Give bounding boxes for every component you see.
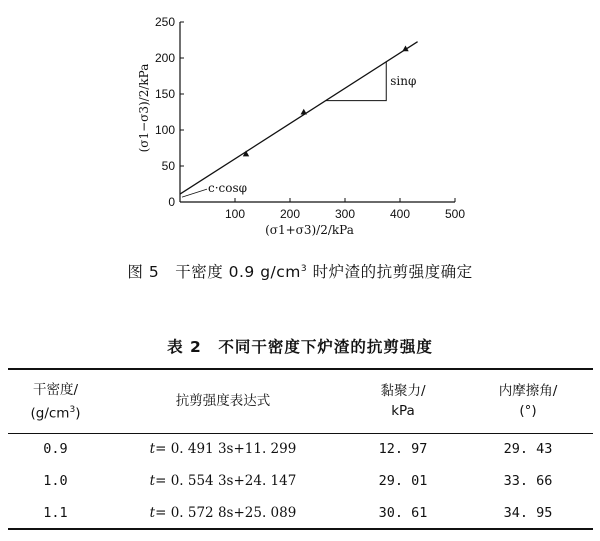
origin-label: 0 — [168, 195, 175, 209]
slope-annotation: sinφ — [390, 74, 417, 89]
figure-caption-tail: 时炉渣的抗剪强度确定 — [307, 263, 473, 281]
header-expression: 抗剪强度表达式 — [175, 393, 271, 410]
table-row — [8, 465, 593, 497]
expr-variable: t — [149, 441, 156, 458]
cell-density: 1.1 — [43, 504, 68, 521]
cell-friction: 33. 66 — [503, 473, 553, 489]
cell-friction: 34. 95 — [503, 504, 553, 521]
header-dry-density-unit: (g/cm — [30, 405, 70, 421]
cell-expression — [103, 497, 343, 529]
shear-strength-chart — [0, 0, 600, 250]
x-tick-label: 300 — [334, 207, 356, 221]
expr-body: = 0. 572 8s+25. 089 — [155, 504, 297, 521]
header-cohesion — [343, 369, 463, 433]
table-header-row — [8, 369, 593, 433]
y-tick-label: 150 — [154, 87, 175, 101]
x-axis-label: (σ1+σ3)/2/kPa — [265, 223, 354, 237]
header-dry-density — [8, 369, 103, 433]
y-tick-label: 200 — [154, 51, 175, 65]
header-friction-line1: 内摩擦角/ — [498, 383, 558, 400]
x-tick-label: 400 — [389, 207, 411, 221]
data-point — [301, 109, 307, 115]
y-tick-label: 50 — [161, 159, 175, 173]
y-axis-label: (σ1−σ3)/2/kPa — [137, 63, 151, 153]
table-row — [8, 433, 593, 465]
cell-density: 0.9 — [43, 441, 68, 458]
expr-variable: t — [149, 504, 156, 521]
header-dry-density-line2 — [8, 400, 103, 424]
table-row — [8, 497, 593, 529]
header-friction — [463, 369, 593, 433]
cell-expression — [103, 465, 343, 497]
x-tick-label: 500 — [444, 207, 466, 221]
shear-strength-table — [8, 368, 593, 530]
x-tick-label: 200 — [279, 207, 301, 221]
header-dry-density-sup: 3 — [69, 404, 76, 415]
header-dry-density-close: ) — [75, 405, 81, 421]
cell-cohesion: 30. 61 — [378, 504, 428, 521]
cell-cohesion: 29. 01 — [378, 473, 428, 489]
header-dry-density-line1: 干密度/ — [32, 381, 79, 398]
y-tick-label: 100 — [154, 123, 175, 137]
header-cohesion-line2: kPa — [391, 403, 415, 420]
x-tick-label: 100 — [224, 207, 246, 221]
cell-expression — [103, 433, 343, 465]
cell-cohesion: 12. 97 — [378, 441, 428, 458]
figure-caption — [0, 260, 600, 282]
fit-line — [180, 42, 418, 194]
expr-variable: t — [149, 473, 156, 489]
header-cohesion-line1: 黏聚力/ — [380, 383, 426, 400]
table-caption: 表 2 不同干密度下炉渣的抗剪强度 — [167, 338, 433, 356]
expr-body: = 0. 491 3s+11. 299 — [155, 441, 297, 458]
cell-density: 1.0 — [43, 473, 68, 489]
y-tick-label: 250 — [154, 15, 175, 29]
cell-friction: 29. 43 — [503, 441, 553, 458]
figure-caption-text: 图 5 干密度 0.9 g/cm — [127, 263, 301, 281]
intercept-annotation: c·cosφ — [208, 181, 248, 196]
expr-body: = 0. 554 3s+24. 147 — [155, 473, 297, 489]
header-friction-line2: (°) — [519, 403, 537, 420]
figure-caption-sup: 3 — [300, 263, 308, 274]
